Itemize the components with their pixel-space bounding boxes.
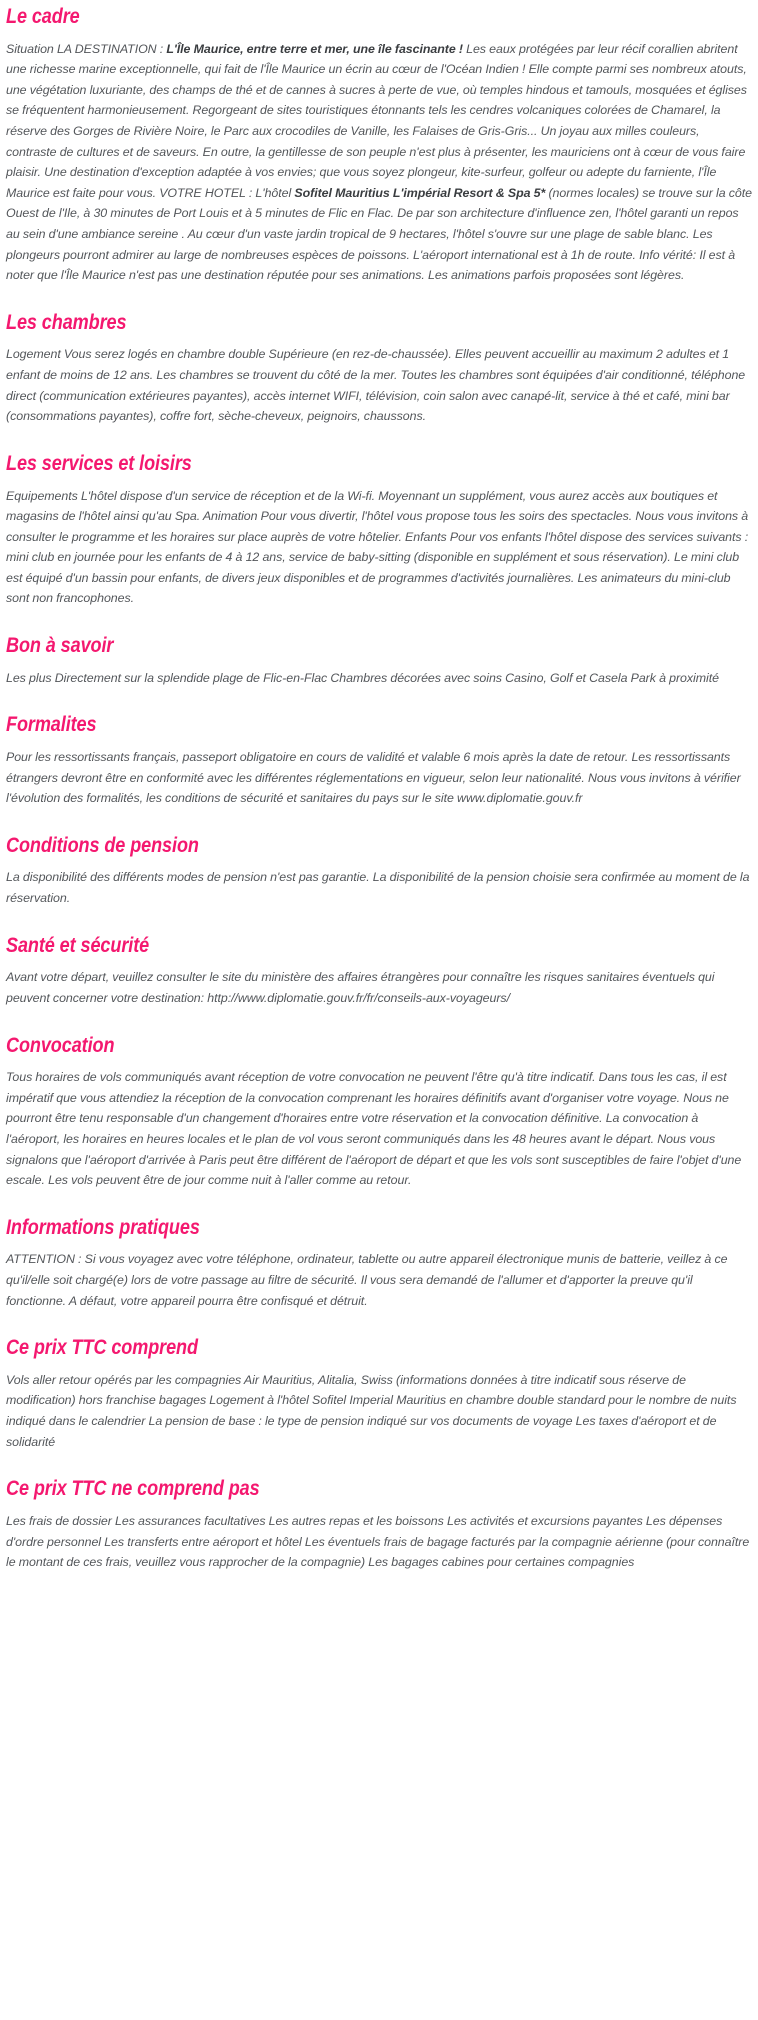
section-heading-ce-prix-ttc-ne-comprend-pas: Ce prix TTC ne comprend pas bbox=[6, 1477, 260, 1501]
section-body-bon-a-savoir: Les plus Directement sur la splendide plage de Flic-en-Flac Chambres décorées avec soins Casino, Golf et Casela Park à proximité bbox=[6, 670, 719, 685]
section-ce-prix-ttc-ne-comprend-pas bbox=[6, 1478, 752, 1572]
cadre-tail-text: (normes locales) se trouve sur la côte Ouest de l'Ile, à 30 minutes de Port Louis et à 5 minutes de Flic en Flac. De par son architecture d'influence zen, l'hôtel garanti un repos au sein d'une ambiance sereine . Au cœur d'un vaste jardin tropical de 9 hectares, l'hôtel s'ouvre sur une plage de sable blanc. Les plongeurs pourront admirer au large de nombreuses espèces de poissons. L'aéroport international est à 1h de route. Info vérité: Il est à noter que l'Île Maurice n'est pas une destination réputée pour ses animations. Les animations parfois proposées sont légères. bbox=[6, 185, 752, 283]
section-heading-conditions-de-pension: Conditions de pension bbox=[6, 833, 199, 857]
section-bon-a-savoir bbox=[6, 635, 752, 688]
section-informations-pratiques bbox=[6, 1217, 752, 1311]
section-heading-convocation: Convocation bbox=[6, 1033, 115, 1057]
section-formalites bbox=[6, 714, 752, 808]
section-heading-bon-a-savoir: Bon à savoir bbox=[6, 634, 114, 658]
section-sante-et-securite bbox=[6, 935, 752, 1009]
cadre-bold-hotel: Sofitel Mauritius L'impérial Resort & Spa 5* bbox=[294, 185, 546, 200]
section-le-cadre bbox=[6, 6, 752, 286]
cadre-lead-text: Situation LA DESTINATION : bbox=[6, 41, 167, 56]
section-ce-prix-ttc-comprend bbox=[6, 1337, 752, 1452]
section-body-sante-et-securite: Avant votre départ, veuillez consulter le site du ministère des affaires étrangères pour connaître les risques sanitaires éventuels qui peuvent concerner votre destination: http://www.diplomatie.gouv.fr/fr/conseils-aux-voyageurs/ bbox=[6, 970, 715, 1005]
section-les-chambres bbox=[6, 312, 752, 427]
section-heading-informations-pratiques: Informations pratiques bbox=[6, 1215, 200, 1239]
section-heading-formalites: Formalites bbox=[6, 713, 97, 737]
section-body-conditions-de-pension: La disponibilité des différents modes de pension n'est pas garantie. La disponibilité de la pension choisie sera confirmée au moment de la réservation. bbox=[6, 870, 750, 906]
section-convocation bbox=[6, 1035, 752, 1191]
section-body-informations-pratiques: ATTENTION : Si vous voyagez avec votre téléphone, ordinateur, tablette ou autre appareil électronique munis de batterie, veillez à ce qu'il/elle soit chargé(e) lors de votre passage au filtre de sécurité. Il vous sera demandé de l'allumer et d'apporter la preuve qu'il fonctionne. A défaut, votre appareil pourra être confisqué et détruit. bbox=[6, 1252, 728, 1308]
section-heading-sante-et-securite: Santé et sécurité bbox=[6, 933, 150, 957]
cadre-mid-text: Les eaux protégées par leur récif corallien abritent une richesse marine exceptionnelle, qui fait de l'Île Maurice un écrin au cœur de l'Océan Indien ! Elle compte parmi ses nombreux atouts, une végétation luxuriante, des champs de thé et de cannes à sucres à perte de vue, où temples hindous et tamouls, mosquées et églises se fréquentent harmonieusement. Regorgeant de sites touristiques étonnants tels les cendres volcaniques colorées de Chamarel, la réserve des Gorges de Rivière Noire, le Parc aux crocodiles de Vanille, les Falaises de Gris-Gris... Un joyau aux milles couleurs, contraste de cultures et de saveurs. En outre, la gentillesse de son peuple n'est plus à présenter, les mauriciens ont à cœur de vous faire plaisir. Une destination d'exception adaptée à vos envies; que vous soyez plongeur, kite-surfeur, golfeur ou adepte du farniente, l'Île Maurice est faite pour vous. VOTRE HOTEL : L'hôtel bbox=[6, 41, 747, 200]
section-heading-les-services-et-loisirs: Les services et loisirs bbox=[6, 451, 192, 475]
section-body-ce-prix-ttc-ne-comprend-pas: Les frais de dossier Les assurances facultatives Les autres repas et les boissons Les activités et excursions payantes Les dépenses d'ordre personnel Les transferts entre aéroport et hôtel Les éventuels frais de bagage facturés par la compagnie aérienne (pour connaître le montant de ces frais, veuillez vous rapprocher de la compagnie) Les bagages cabines pour certaines compagnies bbox=[6, 1513, 750, 1570]
section-body-formalites: Pour les ressortissants français, passeport obligatoire en cours de validité et valable 6 mois après la date de retour. Les ressortissants étrangers devront être en conformité avec les différentes réglementations en vigueur, selon leur nationalité. Nous vous invitons à vérifier l'évolution des formalités, les conditions de sécurité et sanitaires du pays sur le site www.diplomatie.gouv.fr bbox=[6, 750, 741, 806]
section-heading-ce-prix-ttc-comprend: Ce prix TTC comprend bbox=[6, 1336, 198, 1360]
section-body-le-cadre bbox=[6, 39, 752, 286]
section-conditions-de-pension bbox=[6, 835, 752, 909]
cadre-bold-destination: L'Île Maurice, entre terre et mer, une île fascinante ! bbox=[166, 41, 463, 56]
section-body-convocation: Tous horaires de vols communiqués avant réception de votre convocation ne peuvent l'être qu'à titre indicatif. Dans tous les cas, il est impératif que vous attendiez la réception de la convocation comprenant les horaires définitifs avant d'organiser votre voyage. Nous ne pourront être tenu responsable d'un changement d'horaires entre votre réservation et la convocation définitive. La convocation à l'aéroport, les horaires en heures locales et le plan de vol vous seront communiqués dans les 48 heures avant le départ. Nous vous signalons que l'aéroport d'arrivée à Paris peut être différent de l'aéroport de départ et que les vols sont susceptibles de faire l'objet d'une escale. Les vols peuvent être de jour comme nuit à l'aller comme au retour. bbox=[6, 1070, 742, 1188]
section-body-les-chambres: Logement Vous serez logés en chambre double Supérieure (en rez-de-chaussée). Elles peuvent accueillir au maximum 2 adultes et 1 enfant de moins de 12 ans. Les chambres se trouvent du côté de la mer. Toutes les chambres sont équipées d'air conditionné, téléphone direct (communication extérieures payantes), accès internet WIFI, télévision, coin salon avec canapé-lit, service à thé et café, mini bar (consommations payantes), coffre fort, sèche-cheveux, peignoirs, chaussons. bbox=[6, 347, 746, 424]
section-body-ce-prix-ttc-comprend: Vols aller retour opérés par les compagnies Air Mauritius, Alitalia, Swiss (informations données à titre indicatif sous réserve de modification) hors franchise bagages Logement à l'hôtel Sofitel Imperial Mauritius en chambre double standard pour le nombre de nuits indiqué dans le calendrier La pension de base : le type de pension indiqué sur vos documents de voyage Les taxes d'aéroport et de solidarité bbox=[6, 1372, 737, 1449]
section-les-services-et-loisirs bbox=[6, 453, 752, 609]
section-heading-le-cadre: Le cadre bbox=[6, 5, 80, 28]
section-heading-les-chambres: Les chambres bbox=[6, 310, 127, 334]
section-body-les-services-et-loisirs: Equipements L'hôtel dispose d'un service de réception et de la Wi-fi. Moyennant un supplément, vous aurez accès aux boutiques et magasins de l'hôtel ainsi qu'au Spa. Animation Pour vous divertir, l'hôtel vous propose tous les soirs des spectacles. Nous vous invitons à consulter le programme et les horaires sur place auprès de votre hôtelier. Enfants Pour vos enfants l'hôtel dispose des services suivants : mini club en journée pour les enfants de 4 à 12 ans, service de baby-sitting (disponible en supplément et sous réservation). Le mini club est équipé d'un bassin pour enfants, de divers jeux disponibles et de programmes d'activités journalières. Les animateurs du mini-club sont non francophones. bbox=[6, 488, 749, 606]
